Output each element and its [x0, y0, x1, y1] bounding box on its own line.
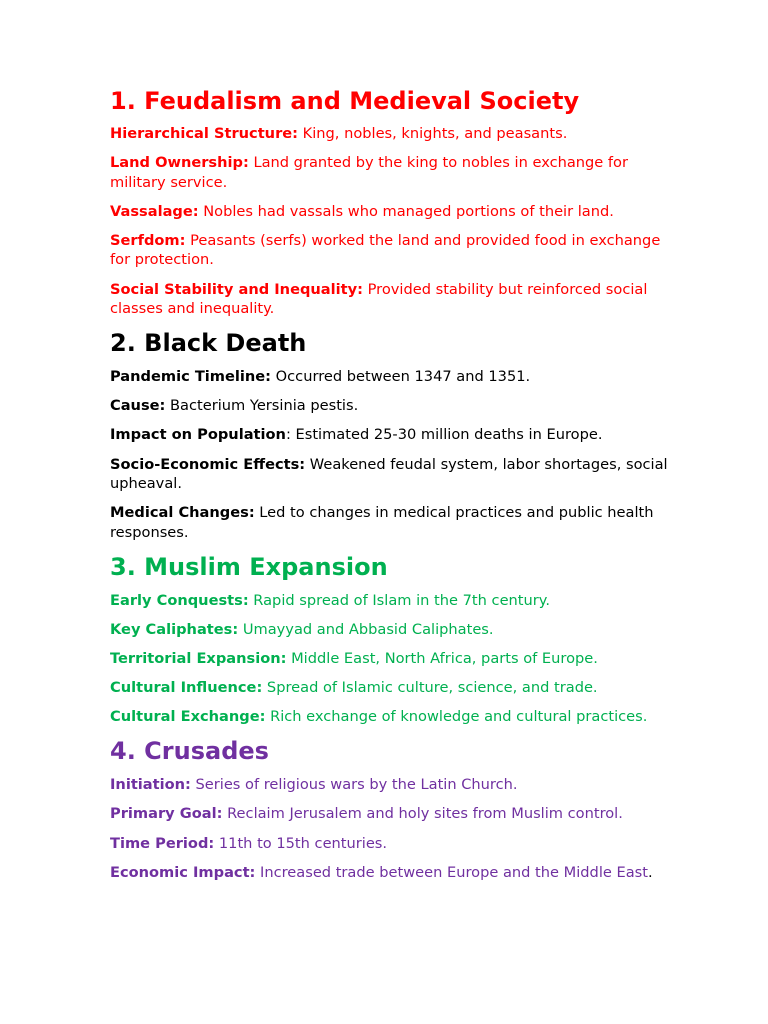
item-text: Bacterium Yersinia pestis.	[165, 397, 359, 415]
section-heading: 4. Crusades	[110, 737, 269, 766]
item-text: Rapid spread of Islam in the 7th century.	[248, 591, 550, 609]
item-text: King, nobles, knights, and peasants.	[298, 125, 568, 142]
item-text: Reclaim Jerusalem and holy sites from Muslim control.	[222, 805, 623, 823]
section-heading: 3. Muslim Expansion	[110, 552, 388, 581]
list-item	[110, 834, 670, 854]
list-item	[110, 367, 670, 387]
section-black-death	[110, 328, 670, 542]
item-text: Led to changes in medical practices and public health responses.	[110, 504, 654, 541]
item-label: Socio-Economic Effects:	[110, 455, 306, 473]
item-label: Key Caliphates:	[110, 621, 239, 638]
item-text: Umayyad and Abbasid Caliphates.	[238, 621, 494, 638]
item-label: Pandemic Timeline:	[110, 368, 272, 386]
item-label: Social Stability and Inequality:	[110, 280, 363, 298]
item-label: Land Ownership:	[110, 154, 249, 172]
item-label: Primary Goal:	[110, 805, 223, 823]
section-muslim-expansion	[110, 552, 670, 727]
item-label: Impact on Population	[110, 426, 286, 444]
item-text: 11th to 15th centuries.	[214, 834, 388, 852]
item-text: Nobles had vassals who managed portions of their land.	[198, 202, 614, 220]
list-item	[110, 503, 670, 542]
list-item	[110, 202, 670, 222]
item-period: .	[647, 863, 653, 881]
list-item	[110, 396, 670, 416]
item-label: Territorial Expansion:	[110, 650, 287, 668]
item-label: Serfdom:	[110, 231, 186, 249]
item-text: Weakened feudal system, labor shortages, social upheaval.	[110, 455, 668, 493]
item-text: Spread of Islamic culture, science, and trade.	[262, 679, 598, 697]
document-page	[110, 86, 670, 892]
section-feudalism	[110, 86, 670, 319]
item-text: Increased trade between Europe and the Middle East	[255, 863, 648, 881]
item-text: Series of religious wars by the Latin Church.	[190, 776, 518, 794]
item-text: Middle East, North Africa, parts of Europe.	[286, 650, 598, 668]
item-label: Medical Changes:	[110, 504, 255, 522]
list-item	[110, 231, 670, 270]
section-heading: 1. Feudalism and Medieval Society	[110, 87, 580, 115]
item-text: : Estimated 25-30 million deaths in Europe.	[285, 426, 603, 444]
list-item	[110, 620, 670, 640]
list-item	[110, 775, 670, 795]
list-item	[110, 863, 670, 883]
item-text: Peasants (serfs) worked the land and provided food in exchange for protection.	[110, 231, 661, 269]
item-label: Initiation:	[110, 776, 191, 794]
item-text: Rich exchange of knowledge and cultural practices.	[265, 708, 648, 726]
list-item	[110, 591, 670, 611]
list-item	[110, 425, 670, 445]
item-label: Cause:	[110, 397, 166, 415]
item-text: Provided stability but reinforced social classes and inequality.	[110, 280, 648, 318]
list-item	[110, 455, 670, 494]
item-label: Cultural Influence:	[110, 679, 263, 697]
item-label: Cultural Exchange:	[110, 708, 266, 726]
list-item	[110, 804, 670, 824]
item-label: Hierarchical Structure:	[110, 125, 299, 142]
list-item	[110, 678, 670, 698]
item-label: Economic Impact:	[110, 863, 256, 881]
item-text: Occurred between 1347 and 1351.	[271, 368, 531, 386]
section-crusades	[110, 736, 670, 882]
section-heading: 2. Black Death	[110, 329, 307, 358]
list-item	[110, 124, 670, 144]
list-item	[110, 280, 670, 319]
item-label: Early Conquests:	[110, 591, 249, 609]
list-item	[110, 649, 670, 669]
item-label: Vassalage:	[110, 202, 199, 220]
list-item	[110, 153, 670, 192]
item-text: Land granted by the king to nobles in exchange for military service.	[110, 154, 628, 191]
list-item	[110, 707, 670, 727]
item-label: Time Period:	[110, 834, 215, 852]
